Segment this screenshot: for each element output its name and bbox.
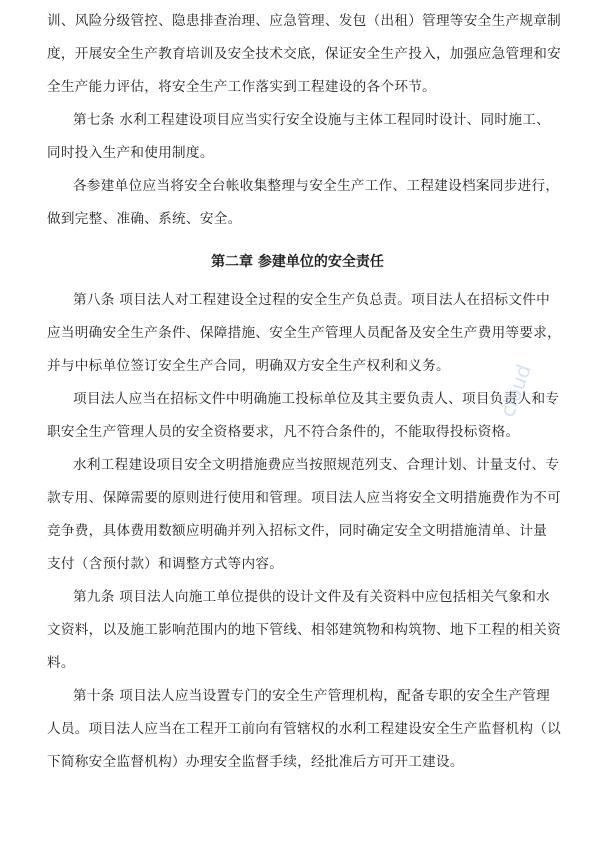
paragraph-line: 做到完整、准确、系统、安全。 [47, 211, 242, 227]
paragraph-line: 料。 [47, 655, 75, 671]
paragraph-line: 下简称安全监督机构）办理安全监督手续，经批准后方可开工建设。 [47, 754, 464, 770]
article-10-line: 第十条 项目法人应当设置专门的安全生产管理机构，配备专职的安全生产管理 [73, 688, 551, 704]
paragraph-line: 竞争费，具体费用数额应明确并列入招标文件，同时确定安全文明措施清单、计量 [47, 523, 548, 539]
paragraph-line: 全生产能力评估，将安全生产工作落实到工程建设的各个环节。 [47, 79, 437, 95]
paragraph-line: 人员。项目法人应当在工程开工前向有管辖权的水利工程建设安全生产监督机构（以 [47, 721, 562, 737]
paragraph-line: 水利工程建设项目安全文明措施费应当按照规范列支、合理计划、计量支付、专 [73, 457, 560, 473]
paragraph-line: 各参建单位应当将安全台帐收集整理与安全生产工作、工程建设档案同步进行， [73, 178, 560, 194]
watermark-logo [492, 338, 552, 448]
paragraph-line: 项目法人应当在招标文件中明确施工投标单位及其主要负责人、项目负责人和专 [73, 391, 560, 407]
article-8-line: 第八条 项目法人对工程建设全过程的安全生产负总责。项目法人在招标文件中 [73, 292, 551, 308]
paragraph-line: 支付（含预付款）和调整方式等内容。 [47, 556, 284, 572]
paragraph-line: 度，开展安全生产教育培训及安全技术交底，保证安全生产投入，加强应急管理和安 [47, 46, 562, 62]
paragraph-line: 同时投入生产和使用制度。 [47, 145, 214, 161]
article-9-line: 第九条 项目法人向施工单位提供的设计文件及有关资料中应包括相关气象和水 [73, 589, 551, 605]
article-7-line: 第七条 水利工程建设项目应当实行安全设施与主体工程同时设计、同时施工、 [73, 112, 551, 128]
paragraph-line: 款专用、保障需要的原则进行使用和管理。项目法人应当将安全文明措施费作为不可 [47, 490, 562, 506]
paragraph-line: 文资料，以及施工影响范围内的地下管线、相邻建筑物和构筑物、地下工程的相关资 [47, 622, 562, 638]
chapter-title: 第二章 参建单位的安全责任 [211, 254, 384, 270]
paragraph-line: 应当明确安全生产条件、保障措施、安全生产管理人员配备及安全生产费用等要求， [47, 325, 562, 341]
paragraph-line: 并与中标单位签订安全生产合同，明确双方安全生产权利和义务。 [47, 358, 450, 374]
watermark-text: cloud [494, 361, 536, 421]
paragraph-line: 训、风险分级管控、隐患排查治理、应急管理、发包（出租）管理等安全生产规章制 [47, 13, 562, 29]
paragraph-line: 职安全生产管理人员的安全资格要求，凡不符合条件的，不能取得投标资格。 [47, 424, 520, 440]
